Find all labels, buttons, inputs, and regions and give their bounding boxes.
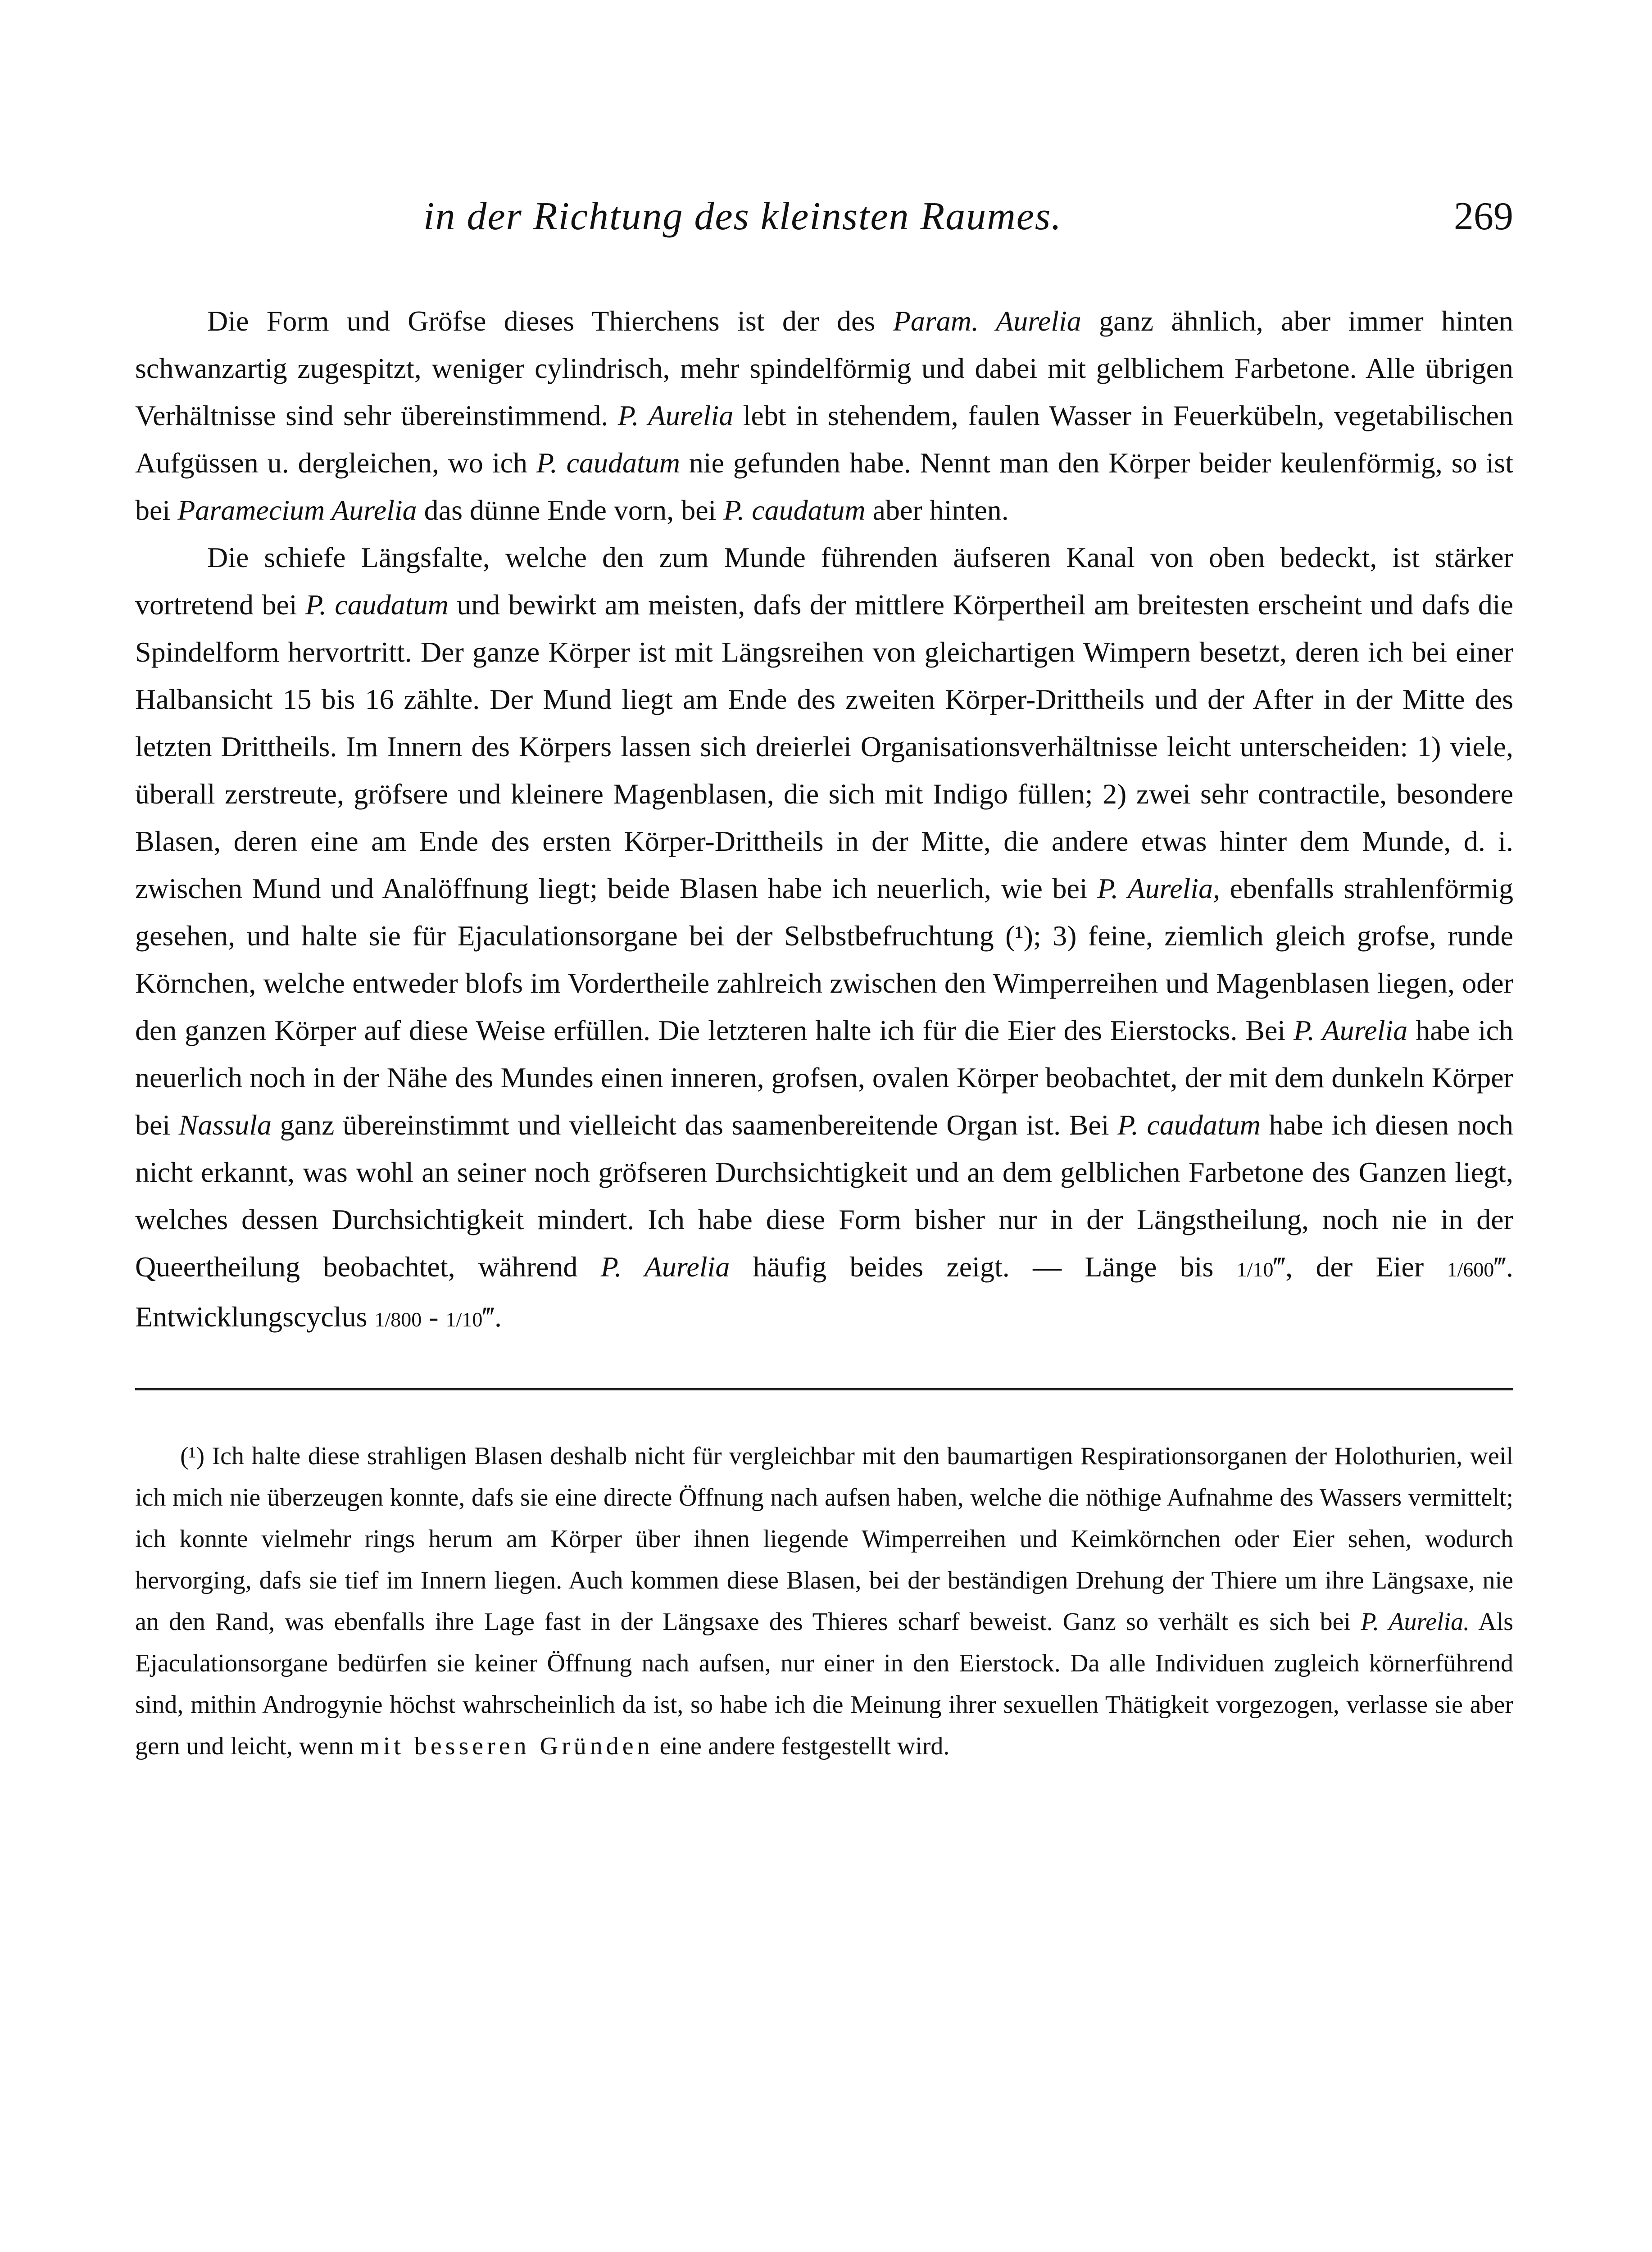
italic-span: P. Aurelia xyxy=(1293,1014,1408,1046)
text-run: (¹) Ich halte diese strahligen Blasen deshalb nicht für vergleichbar mit den baumartigen Respirationsorganen der Holothurien, weil ich mich nie überzeugen konnte, dafs sie eine directe Öffnung nach aufsen haben, welche die nöthige Aufnahme des Wassers vermittelt; ich konnte vielmehr rings herum am Körper über ihnen liegende Wimperreihen und Keimkörnchen oder Eier sehen, wodurch hervorging, dafs sie tief im Innern liegen. Auch kommen diese Blasen, bei der beständigen Drehung der Thiere um ihre Längsaxe, nie an den Rand, was ebenfalls ihre Lage fast in der Längsaxe des Thieres scharf beweist. Ganz so verhält es sich bei xyxy=(135,1442,1513,1636)
footnote-divider xyxy=(135,1388,1513,1390)
italic-span: P. caudatum xyxy=(1117,1109,1261,1141)
body-text xyxy=(135,297,1513,1343)
fraction: 1/10 xyxy=(445,1308,483,1331)
paragraph-2 xyxy=(135,534,1513,1343)
italic-span: P. Aurelia xyxy=(600,1251,730,1283)
text-run: ‴. Entwicklungscyclus xyxy=(135,1251,1514,1333)
paragraph-1 xyxy=(135,297,1513,534)
text-run: ‴. xyxy=(482,1301,502,1333)
document-page xyxy=(135,194,1513,2252)
running-title: in der Richtung des kleinsten Raumes. xyxy=(423,195,1062,238)
text-run: habe ich neuerlich noch in der Nähe des Mundes einen inneren, grofsen, ovalen Körper beobachtet, der mit dem dunkeln Körper bei xyxy=(135,1014,1514,1141)
text-run: das dünne Ende vorn, bei xyxy=(417,494,724,526)
italic-span: P. Aurelia xyxy=(617,400,734,431)
text-run: ebenfalls strahlenförmig gesehen, und halte sie für Ejaculationsorgane bei der Selbstbefruchtung (¹); 3) feine, ziemlich gleich grofse, runde Körnchen, welche entweder blofs im Vordertheile zahlreich zwischen den Wimperreihen und Magenblasen liegen, oder den ganzen Körper auf diese Weise erfüllen. Die letzteren halte ich für die Eier des Eierstocks. Bei xyxy=(135,872,1514,1046)
text-run: aber hinten. xyxy=(865,494,1009,526)
italic-span: P. caudatum xyxy=(536,447,680,479)
text-run: nie gefunden habe. Nennt man den Körper beider keulenförmig, so ist bei xyxy=(135,447,1514,526)
italic-span: P. Aurelia, xyxy=(1097,872,1221,904)
italic-span: Nassula xyxy=(178,1109,272,1141)
italic-span: Param. Aurelia xyxy=(893,305,1081,337)
text-run: eine andere festgestellt wird. xyxy=(653,1732,950,1760)
page-number: 269 xyxy=(1454,195,1513,238)
footnote xyxy=(135,1435,1513,1767)
footnote-text xyxy=(135,1435,1513,1767)
spaced-span: mit besseren Gründen xyxy=(360,1732,654,1760)
text-run: Die Form und Gröfse dieses Thierchens ist der des xyxy=(207,305,893,337)
text-run: häufig beides zeigt. — Länge bis xyxy=(730,1251,1237,1283)
text-run: und bewirkt am meisten, dafs der mittlere Körpertheil am breitesten erscheint und dafs die Spindelform hervortritt. Der ganze Körper ist mit Längsreihen von gleichartigen Wimpern besetzt, deren ich bei einer Halbansicht 15 bis 16 zählte. Der Mund liegt am Ende des zweiten Körper-Drittheils und der After in der Mitte des letzten Drittheils. Im Innern des Körpers lassen sich dreierlei Organisationsverhältnisse leicht unterscheiden: 1) viele, überall zerstreute, gröfsere und kleinere Magenblasen, die sich mit Indigo füllen; 2) zwei sehr contractile, besondere Blasen, deren eine am Ende des ersten Körper-Drittheils in der Mitte, die andere etwas hinter dem Munde, d. i. zwischen Mund und Analöffnung liegt; beide Blasen habe ich neuerlich, wie bei xyxy=(135,589,1514,904)
italic-span: Paramecium Aurelia xyxy=(177,494,417,526)
text-run: ‴, der Eier xyxy=(1273,1251,1447,1283)
fraction: 1/800 xyxy=(374,1308,422,1331)
italic-span: P. caudatum xyxy=(305,589,449,621)
italic-span: P. Aurelia. xyxy=(1361,1608,1470,1636)
running-head xyxy=(135,194,1513,261)
text-run: - xyxy=(422,1301,446,1333)
text-run: Als Ejaculationsorgane bedürfen sie keiner Öffnung nach aufsen, nur einer in den Eierstock. Da alle Individuen zugleich körnerführend sind, mithin Androgynie höchst wahrscheinlich da ist, so habe ich die Meinung ihrer sexuellen Thätigkeit vorgezogen, verlasse sie aber gern und leicht, wenn xyxy=(135,1608,1514,1760)
italic-span: P. caudatum xyxy=(723,494,866,526)
fraction: 1/10 xyxy=(1236,1258,1274,1281)
fraction: 1/600 xyxy=(1447,1258,1494,1281)
text-run: habe ich diesen noch nicht erkannt, was wohl an seiner noch gröfseren Durchsichtigkeit und an dem gelblichen Farbetone des Ganzen liegt, welches dessen Durchsichtigkeit mindert. Ich habe diese Form bisher nur in der Längstheilung, noch nie in der Queertheilung beobachtet, während xyxy=(135,1109,1514,1283)
text-run: ganz ähnlich, aber immer hinten schwanzartig zugespitzt, weniger cylindrisch, mehr spindelförmig und dabei mit gelblichem Farbetone. Alle übrigen Verhältnisse sind sehr übereinstimmend. xyxy=(135,305,1514,431)
text-run: Die schiefe Längsfalte, welche den zum Munde führenden äufseren Kanal von oben bedeckt, ist stärker vortretend bei xyxy=(135,541,1513,621)
text-run: lebt in stehendem, faulen Wasser in Feuerkübeln, vegetabilischen Aufgüssen u. dergleichen, wo ich xyxy=(135,400,1514,479)
text-run: ganz übereinstimmt und vielleicht das saamenbereitende Organ ist. Bei xyxy=(272,1109,1118,1141)
